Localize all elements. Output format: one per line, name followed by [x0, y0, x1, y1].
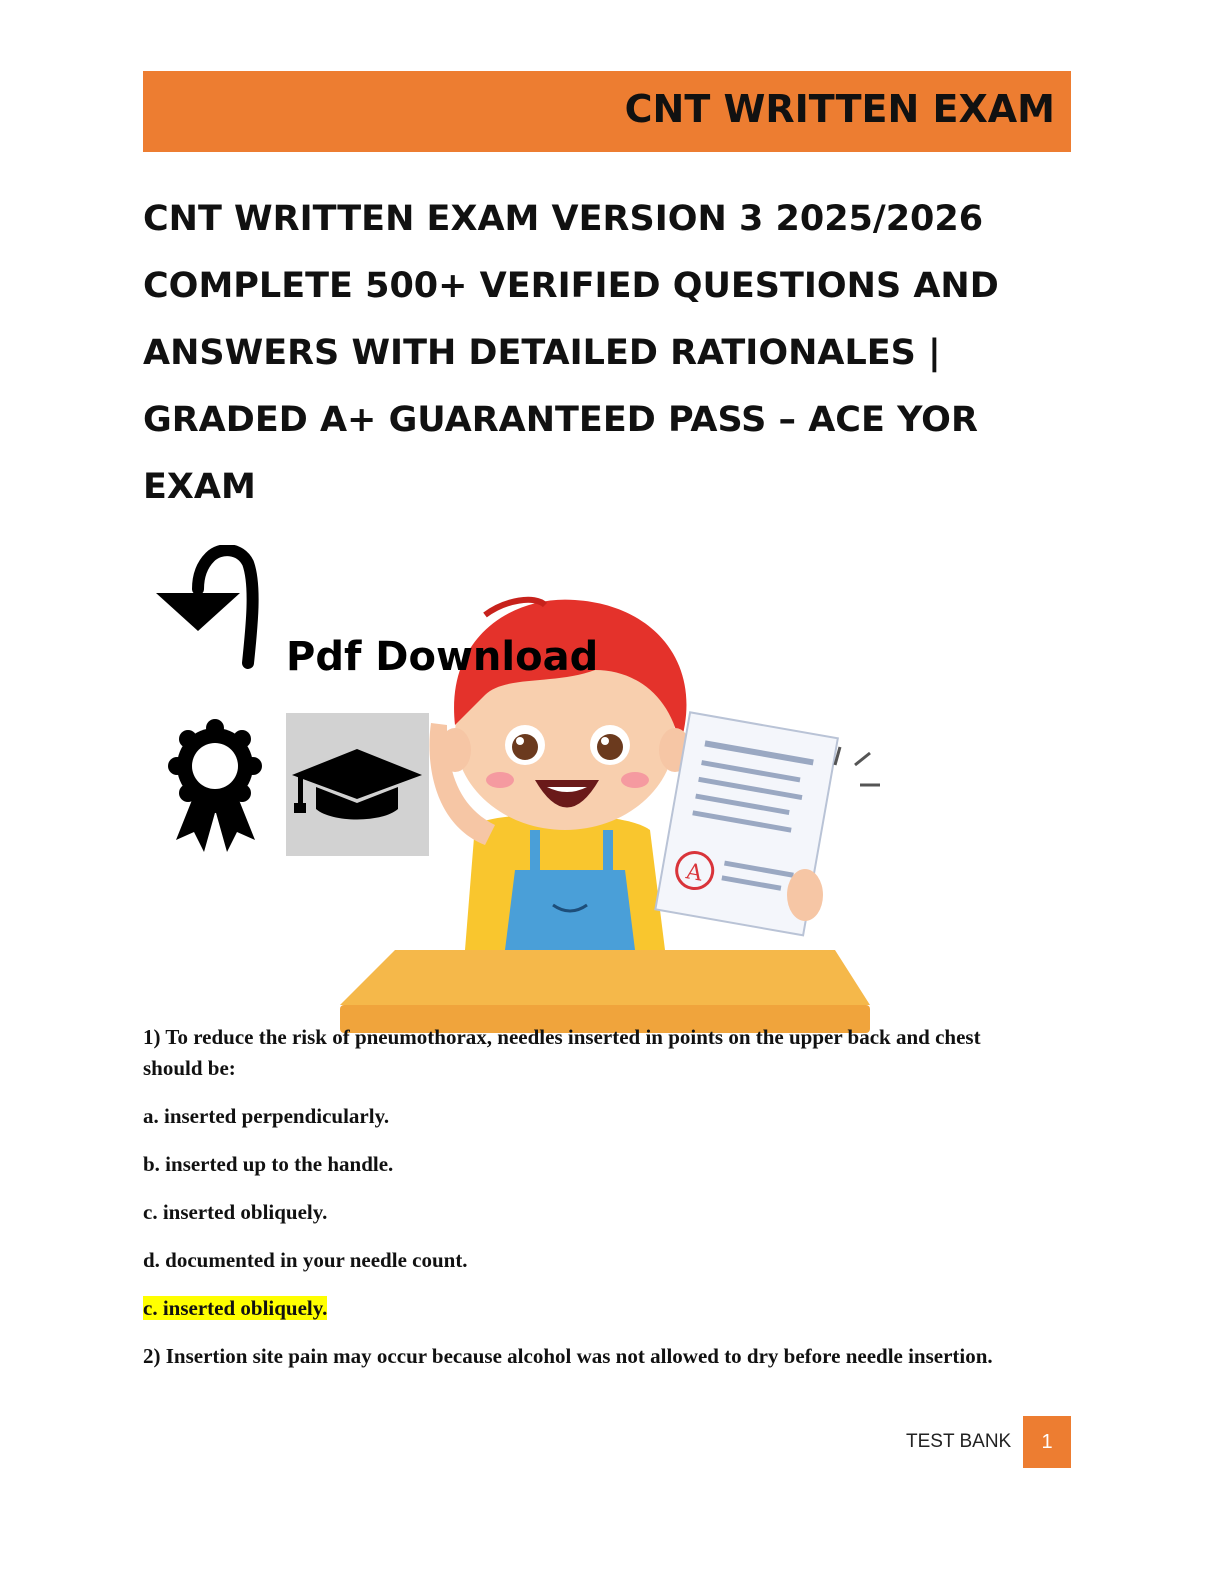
- document-title: [143, 186, 1063, 521]
- option-a: a. inserted perpendicularly.: [143, 1104, 390, 1128]
- footer-label: TEST BANK: [906, 1431, 1012, 1452]
- svg-text:A: A: [684, 859, 705, 887]
- option-d: d. documented in your needle count.: [143, 1248, 468, 1272]
- award-ribbon-icon: [168, 718, 263, 858]
- answer-line: [143, 1293, 1043, 1324]
- title-line: CNT WRITTEN EXAM VERSION 3 2025/2026: [143, 199, 984, 239]
- page-number: 1: [1023, 1416, 1071, 1468]
- header-title: CNT WRITTEN EXAM: [624, 87, 1055, 131]
- option-c: c. inserted obliquely.: [143, 1200, 328, 1224]
- title-line: COMPLETE 500+ VERIFIED QUESTIONS AND: [143, 266, 999, 306]
- back-arrow-icon: [152, 545, 262, 675]
- header-band: [143, 71, 1071, 152]
- question-list: [143, 1022, 1043, 1389]
- highlighted-answer: c. inserted obliquely.: [143, 1296, 328, 1320]
- option-b: b. inserted up to the handle.: [143, 1152, 394, 1176]
- title-line: GRADED A+ GUARANTEED PASS – ACE YOR: [143, 400, 978, 440]
- title-line: ANSWERS WITH DETAILED RATIONALES |: [143, 333, 941, 373]
- question-text: 1) To reduce the risk of pneumothorax, needles inserted in points on the upper back and chest should be:: [143, 1025, 981, 1080]
- title-line: EXAM: [143, 467, 256, 507]
- question-text: 2) Insertion site pain may occur because alcohol was not allowed to dry before needle insertion.: [143, 1344, 993, 1368]
- pdf-download-label: Pdf Download: [286, 634, 599, 680]
